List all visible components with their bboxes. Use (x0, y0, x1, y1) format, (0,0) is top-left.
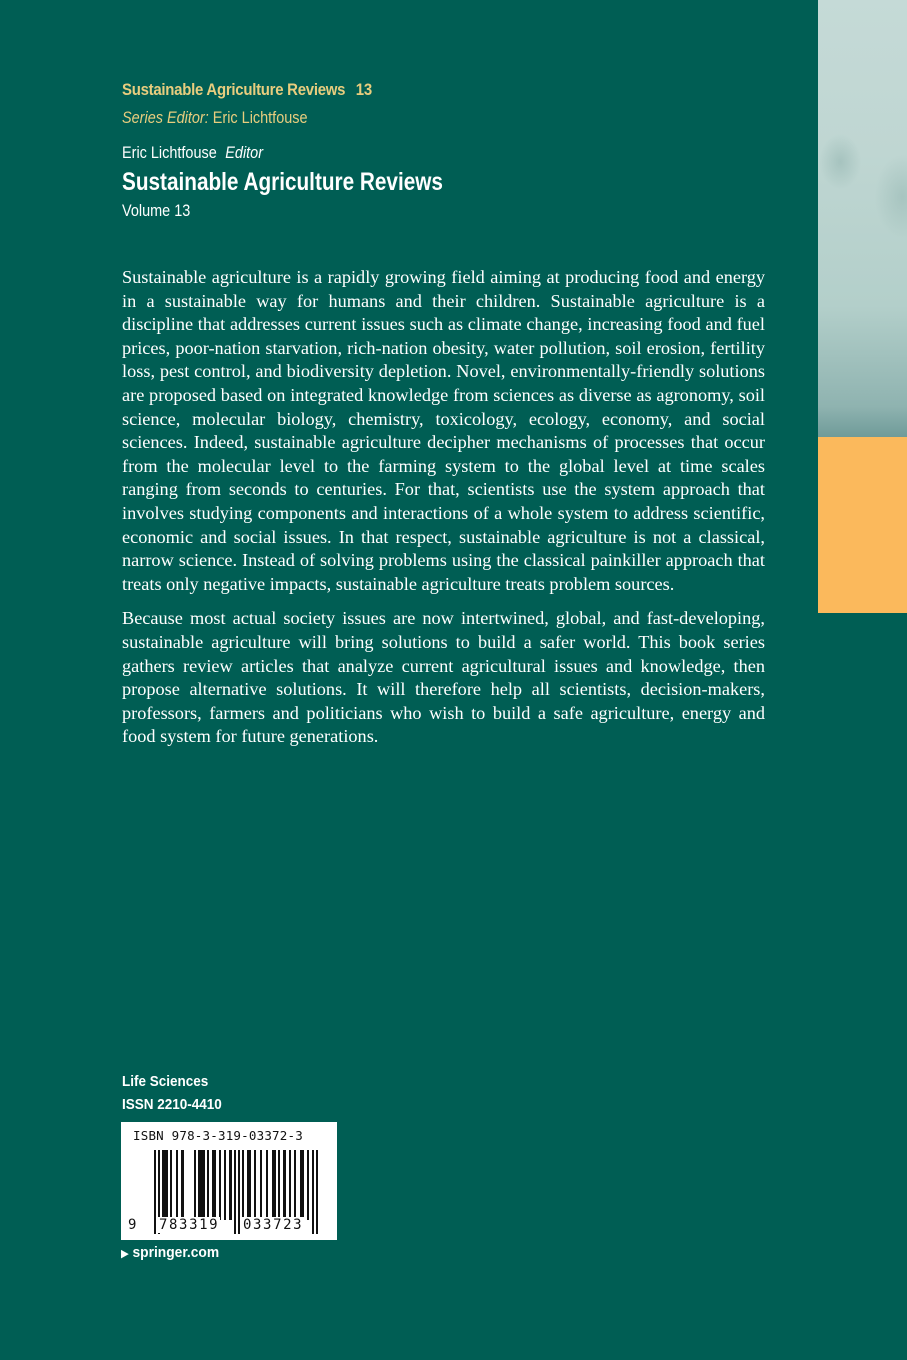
cover-accent-strip (818, 0, 907, 613)
series-editor-label: Series Editor: (122, 108, 209, 127)
book-title: Sustainable Agriculture Reviews (122, 168, 443, 196)
series-number: 13 (355, 80, 372, 99)
back-cover-blurb (122, 266, 765, 760)
subject-category: Life Sciences (122, 1073, 209, 1090)
publisher-website[interactable] (121, 1244, 219, 1261)
cover-photo-fragment (818, 0, 907, 437)
isbn-barcode (121, 1122, 337, 1240)
book-editor (122, 143, 263, 163)
book-editor-name: Eric Lichtfouse (122, 143, 217, 162)
triangle-right-icon: ▶ (121, 1248, 129, 1260)
ean-first-digit: 9 (128, 1217, 137, 1233)
series-title (122, 80, 372, 100)
series-name: Sustainable Agriculture Reviews (122, 80, 346, 99)
ean-group-right: 033723 (243, 1217, 304, 1233)
series-editor-name: Eric Lichtfouse (212, 108, 308, 127)
blurb-paragraph-2: Because most actual society issues are now intertwined, global, and fast-developing, sustainable agriculture will bring solutions to build a safer world. This book series gathers review articles that analyze current agricultural issues and knowledge, then propose alternative solutions. It will therefore help all scientists, decision-makers, professors, farmers and politicians who wish to build a safe agriculture, energy and food system for future generations. (122, 608, 765, 747)
issn-number: ISSN 2210-4410 (122, 1096, 222, 1113)
blurb-paragraph-1: Sustainable agriculture is a rapidly growing field aiming at producing food and energy in a sustainable way for humans and their children. Sustainable agriculture is a discipline that addresses current issues such as climate change, increasing food and fuel prices, poor-nation starvation, rich-nation obesity, water pollution, soil erosion, fertility loss, pest control, and biodiversity depletion. Novel, environmentally-friendly solutions are proposed based on integrated knowledge from sciences as diverse as agronomy, soil science, molecular biology, chemistry, toxicology, ecology, economy, and social sciences. Indeed, sustainable agriculture decipher mechanisms of processes that occur from the molecular level to the farming system to the global level at time scales ranging from seconds to centuries. For that, scientists use the system approach that involves studying components and interactions of a whole system to address scientific, economic and social issues. In that respect, sustainable agriculture is not a classical, narrow science. Instead of solving problems using the classical painkiller approach that treats only negative impacts, sustainable agriculture treats problem sources. (122, 267, 765, 594)
series-editor (122, 108, 308, 128)
orange-color-block (818, 437, 907, 613)
ean-group-left: 783319 (159, 1217, 220, 1233)
website-link[interactable]: springer.com (132, 1244, 220, 1261)
isbn-label: ISBN 978-3-319-03372-3 (133, 1128, 303, 1143)
book-editor-role: Editor (225, 143, 264, 162)
book-volume: Volume 13 (122, 201, 191, 220)
ean-digits (128, 1217, 304, 1233)
